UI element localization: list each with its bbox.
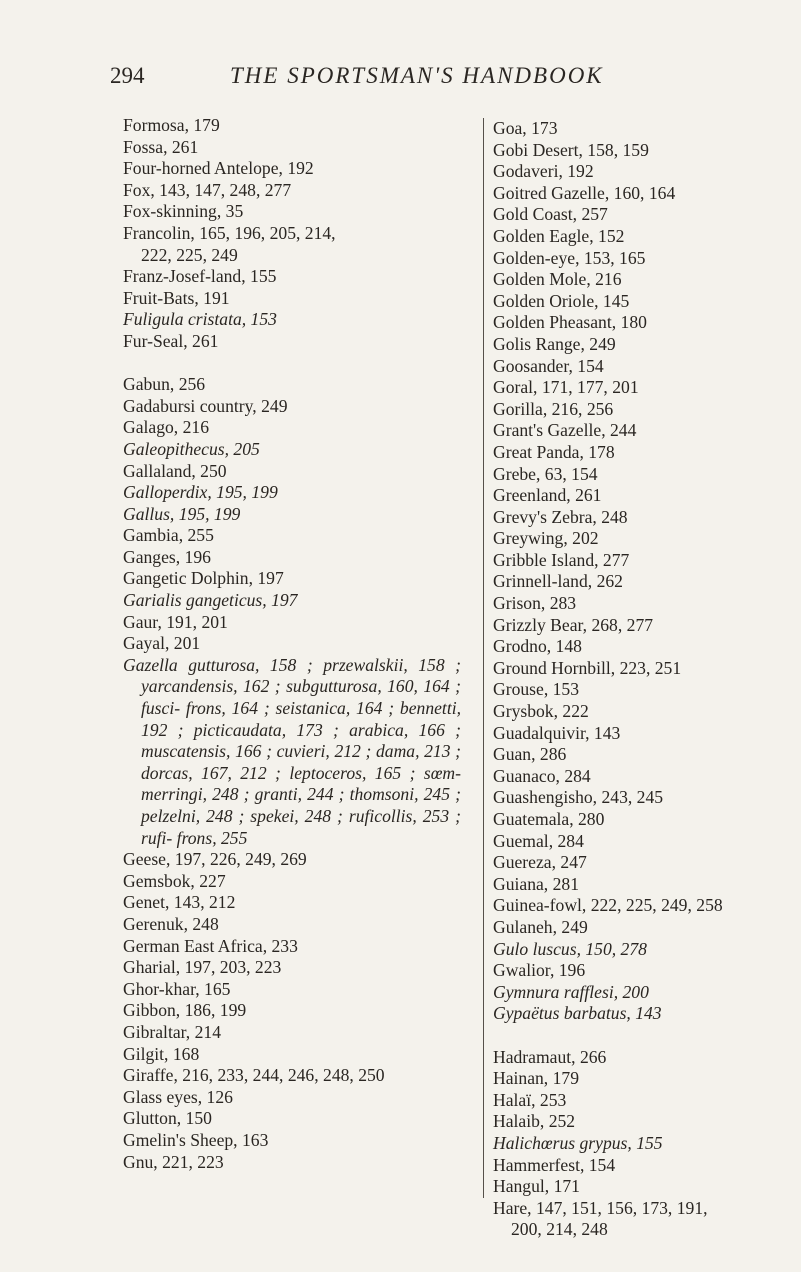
index-entry: Gibraltar, 214 bbox=[123, 1021, 221, 1042]
index-entry: Gallaland, 250 bbox=[123, 460, 227, 481]
index-entry: Gerenuk, 248 bbox=[123, 913, 219, 934]
index-entry: Grodno, 148 bbox=[493, 636, 582, 657]
index-entry: Gabun, 256 bbox=[123, 374, 206, 395]
index-entry: Fox-skinning, 35 bbox=[123, 201, 244, 222]
section-gap bbox=[493, 1025, 798, 1047]
gazella-entry: Gazella gutturosa, 158 ; przewalskii, 158 ; yarcandensis, 162 ; subgutturosa, 160, 164 ; fusci- frons, 164 ; seistanica, 164 ; bennetti, 192 ; picticaudata, 173 ; arabica, 166 ; muscatensis, 166 ; cuvieri, 212 ; dama, 213 ; dorcas, 167, 212 ; leptoceros, 165 ; sœm- merringi, 248 ; granti, 244 ; thomsoni, 245 ; pelzelni, 248 ; spekei, 248 ; ruficollis, 253 ; rufi- frons, 255 bbox=[123, 654, 461, 848]
index-entry: Golden Mole, 216 bbox=[493, 269, 622, 290]
index-entry: Gallus, 195, 199 bbox=[123, 503, 241, 524]
right-column bbox=[483, 118, 798, 1240]
index-entry: Hangul, 171 bbox=[493, 1176, 580, 1197]
index-entry: Golden-eye, 153, 165 bbox=[493, 247, 646, 268]
index-entry: Grinnell-land, 262 bbox=[493, 571, 623, 592]
index-entry: Ganges, 196 bbox=[123, 546, 211, 567]
index-entry: Glass eyes, 126 bbox=[123, 1086, 233, 1107]
index-entry: Grevy's Zebra, 248 bbox=[493, 506, 628, 527]
index-entry: Guiana, 281 bbox=[493, 873, 579, 894]
index-entry: Hadramaut, 266 bbox=[493, 1046, 607, 1067]
index-entry: Gilgit, 168 bbox=[123, 1043, 200, 1064]
index-entry: Halichœrus grypus, 155 bbox=[493, 1132, 663, 1153]
index-entry: Guatemala, 280 bbox=[493, 809, 605, 829]
index-entry: Glutton, 150 bbox=[123, 1108, 212, 1129]
index-entry: Fruit-Bats, 191 bbox=[123, 287, 230, 308]
index-entry: Guinea-fowl, 222, 225, 249, 258 bbox=[493, 895, 723, 916]
index-entry: Gayal, 201 bbox=[123, 633, 201, 654]
section-gap bbox=[123, 353, 461, 375]
index-entry: Fur-Seal, 261 bbox=[123, 330, 219, 351]
index-entry: Grizzly Bear, 268, 277 bbox=[493, 614, 654, 635]
index-entry: Fuligula cristata, 153 bbox=[123, 309, 277, 330]
index-entry: Guadalquivir, 143 bbox=[493, 722, 621, 743]
index-entry: Hare, 147, 151, 156, 173, 191, bbox=[493, 1197, 708, 1218]
index-entry: Gaur, 191, 201 bbox=[123, 611, 228, 632]
index-entry: Gwalior, 196 bbox=[493, 960, 586, 981]
index-entry: Godaveri, 192 bbox=[493, 161, 594, 182]
index-entry: German East Africa, 233 bbox=[123, 935, 298, 956]
index-entry: Fossa, 261 bbox=[123, 136, 199, 157]
index-entry: Guanaco, 284 bbox=[493, 765, 591, 786]
index-entry: Gulo luscus, 150, 278 bbox=[493, 938, 647, 959]
index-entry: Gobi Desert, 158, 159 bbox=[493, 139, 649, 160]
index-entry: Gold Coast, 257 bbox=[493, 204, 608, 225]
index-entry: Gadabursi country, 249 bbox=[123, 395, 288, 416]
index-entry: Ghor-khar, 165 bbox=[123, 978, 231, 999]
running-title: THE SPORTSMAN'S HANDBOOK bbox=[230, 63, 604, 88]
index-entry: Halaib, 252 bbox=[493, 1111, 576, 1132]
index-entry: Francolin, 165, 196, 205, 214, bbox=[123, 222, 336, 243]
index-entry: Formosa, 179 bbox=[123, 115, 220, 135]
index-entry: Grant's Gazelle, 244 bbox=[493, 420, 637, 441]
index-entry: Gmelin's Sheep, 163 bbox=[123, 1129, 269, 1150]
index-entry: Grysbok, 222 bbox=[493, 701, 589, 722]
index-entry: Garialis gangeticus, 197 bbox=[123, 590, 298, 611]
index-entry: Gharial, 197, 203, 223 bbox=[123, 957, 282, 978]
index-entry: Gypaëtus barbatus, 143 bbox=[493, 1003, 662, 1024]
index-entry: Grebe, 63, 154 bbox=[493, 463, 598, 484]
index-entry: Gemsbok, 227 bbox=[123, 870, 226, 891]
index-entry: Gangetic Dolphin, 197 bbox=[123, 568, 284, 589]
index-entry: Genet, 143, 212 bbox=[123, 892, 236, 913]
index-entry: Gribble Island, 277 bbox=[493, 549, 630, 570]
page-number: 294 bbox=[110, 63, 145, 88]
index-entry: Giraffe, 216, 233, 244, 246, 248, 250 bbox=[123, 1065, 385, 1086]
index-entry: Greenland, 261 bbox=[493, 485, 602, 506]
index-entry: Goral, 171, 177, 201 bbox=[493, 377, 639, 398]
index-entry: Gambia, 255 bbox=[123, 525, 214, 546]
index-entry: Halaï, 253 bbox=[493, 1089, 567, 1110]
index-entry: Gulaneh, 249 bbox=[493, 916, 588, 937]
index-entry: Four-horned Antelope, 192 bbox=[123, 158, 314, 179]
index-entry-continuation: 200, 214, 248 bbox=[511, 1219, 608, 1240]
index-entry: Ground Hornbill, 223, 251 bbox=[493, 657, 682, 678]
index-entry: Guereza, 247 bbox=[493, 852, 587, 873]
index-entry: Franz-Josef-land, 155 bbox=[123, 266, 277, 287]
index-entry: Galago, 216 bbox=[123, 417, 209, 438]
index-entry: Geese, 197, 226, 249, 269 bbox=[123, 849, 307, 870]
index-entry-continuation: 222, 225, 249 bbox=[141, 244, 238, 265]
index-entry: Gibbon, 186, 199 bbox=[123, 1000, 247, 1021]
index-entry: Greywing, 202 bbox=[493, 528, 599, 549]
index-entry: Fox, 143, 147, 248, 277 bbox=[123, 179, 292, 200]
index-entry: Gorilla, 216, 256 bbox=[493, 398, 614, 419]
index-entry: Goitred Gazelle, 160, 164 bbox=[493, 182, 676, 203]
index-entry: Golden Pheasant, 180 bbox=[493, 312, 647, 333]
index-entry: Great Panda, 178 bbox=[493, 441, 615, 462]
index-entry: Goosander, 154 bbox=[493, 355, 604, 376]
index-entry: Golis Range, 249 bbox=[493, 333, 616, 354]
index-entry: Galeopithecus, 205 bbox=[123, 438, 260, 459]
index-entry: Grison, 283 bbox=[493, 593, 577, 614]
left-column bbox=[123, 115, 461, 1173]
index-entry: Golden Oriole, 145 bbox=[493, 290, 630, 311]
index-entry: Gymnura rafflesi, 200 bbox=[493, 981, 649, 1002]
index-entry: Guan, 286 bbox=[493, 744, 567, 765]
index-entry: Guemal, 284 bbox=[493, 830, 584, 851]
index-entry: Golden Eagle, 152 bbox=[493, 225, 625, 246]
index-entry: Hammerfest, 154 bbox=[493, 1154, 616, 1175]
index-entry: Grouse, 153 bbox=[493, 679, 580, 700]
index-entry: Guashengisho, 243, 245 bbox=[493, 787, 664, 808]
index-entry: Gnu, 221, 223 bbox=[123, 1151, 224, 1172]
index-entry: Hainan, 179 bbox=[493, 1068, 579, 1089]
index-entry: Galloperdix, 195, 199 bbox=[123, 482, 278, 503]
index-entry: Goa, 173 bbox=[493, 118, 558, 138]
